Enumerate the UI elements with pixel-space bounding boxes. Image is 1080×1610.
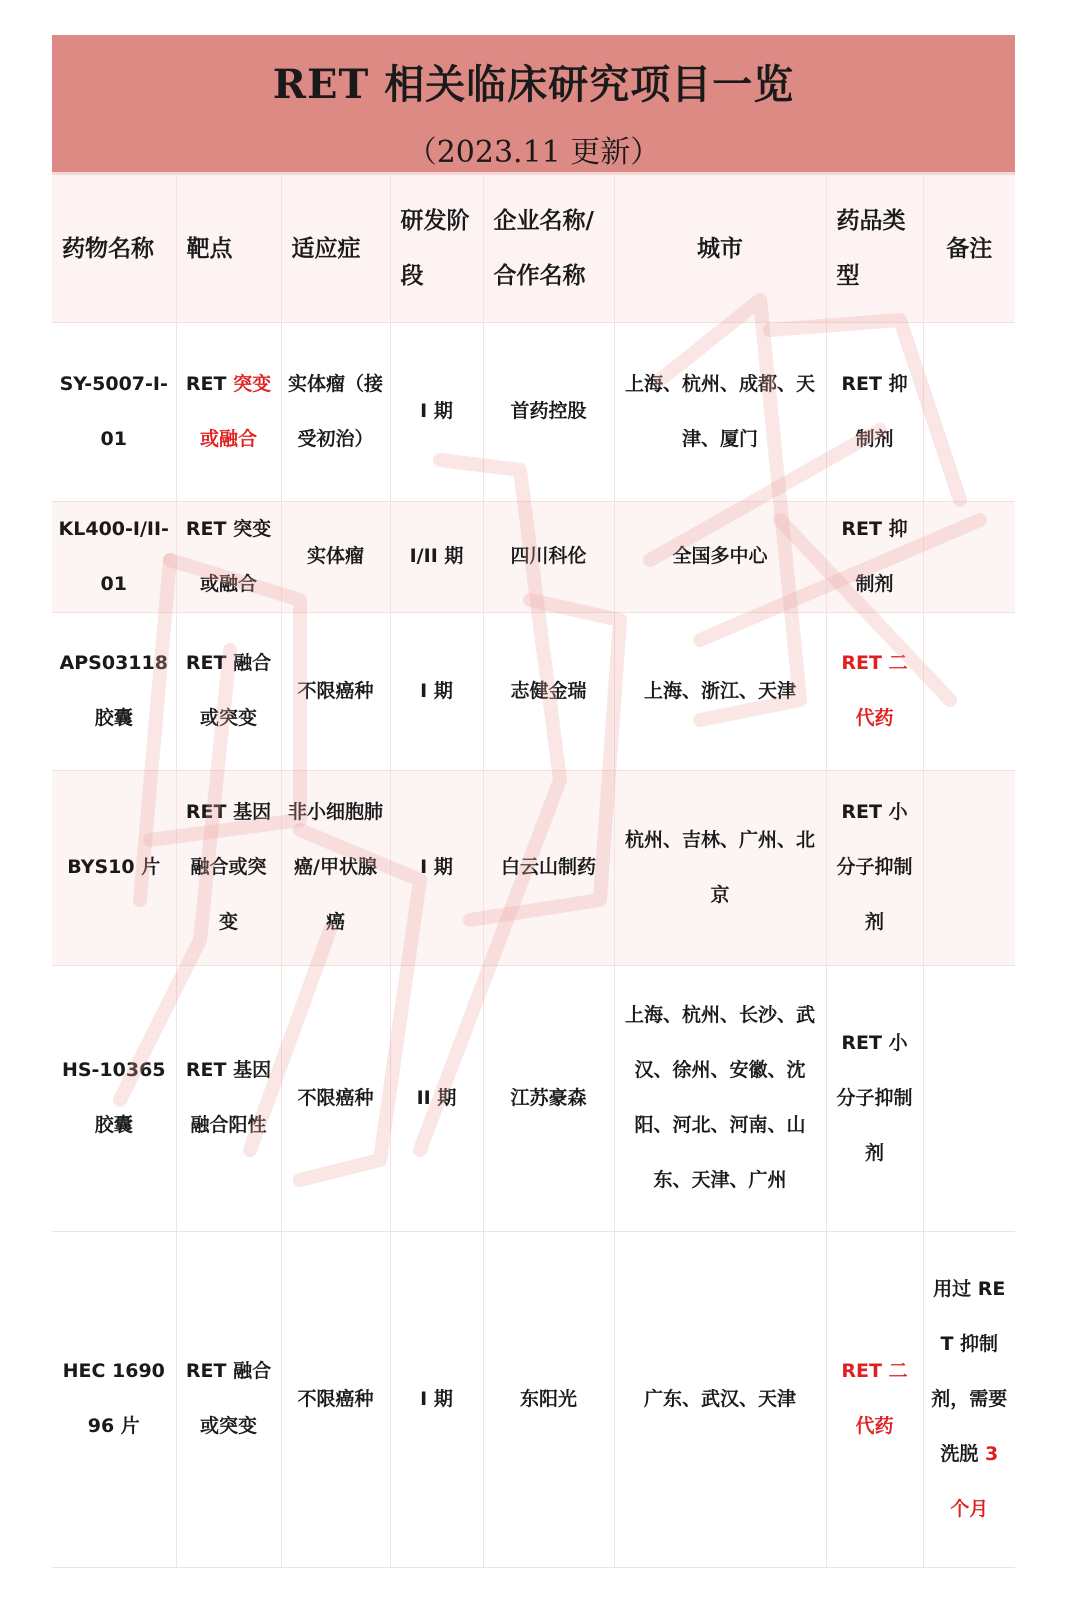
cell-city: 广东、武汉、天津 [614,1231,826,1567]
cell-target: RET 融合或突变 [176,1231,281,1567]
cell-city: 全国多中心 [614,501,826,612]
cell-indication: 实体瘤 [281,501,390,612]
cell-target [176,322,281,501]
col-header-note: 备注 [923,175,1015,322]
cell-phase: I 期 [390,770,483,965]
cell-phase: I 期 [390,1231,483,1567]
table-row [52,1231,1015,1567]
note-text: 用过 RET 抑制剂，需要洗脱 [931,1277,1008,1465]
cell-note [923,322,1015,501]
cell-indication: 不限癌种 [281,965,390,1231]
cell-note [923,1231,1015,1567]
cell-phase: I 期 [390,322,483,501]
cell-target: RET 基因融合阳性 [176,965,281,1231]
cell-phase: II 期 [390,965,483,1231]
page-title: RET 相关临床研究项目一览 [272,61,795,108]
col-header-city: 城市 [614,175,826,322]
table-row [52,965,1015,1231]
col-header-phase: 研发阶段 [390,175,483,322]
cell-drug-type: RET 小分子抑制剂 [826,770,923,965]
cell-drug: HS-10365 胶囊 [52,965,176,1231]
col-header-drug: 药物名称 [52,175,176,322]
cell-target: RET 融合或突变 [176,612,281,770]
cell-company: 江苏豪森 [483,965,614,1231]
cell-phase: I/II 期 [390,501,483,612]
cell-indication: 不限癌种 [281,612,390,770]
cell-target: RET 突变或融合 [176,501,281,612]
cell-city: 上海、杭州、成都、天津、厦门 [614,322,826,501]
cell-drug-type: RET 二代药 [826,1231,923,1567]
cell-indication: 非小细胞肺癌/甲状腺癌 [281,770,390,965]
cell-city: 杭州、吉林、广州、北京 [614,770,826,965]
page-subtitle: （2023.11 更新） [406,135,661,170]
col-header-indication: 适应症 [281,175,390,322]
cell-drug-type: RET 抑制剂 [826,322,923,501]
cell-company: 四川科伦 [483,501,614,612]
cell-drug: APS03118 胶囊 [52,612,176,770]
table-row [52,612,1015,770]
cell-drug-type: RET 小分子抑制剂 [826,965,923,1231]
col-header-company: 企业名称/合作名称 [483,175,614,322]
cell-drug-type: RET 抑制剂 [826,501,923,612]
cell-note [923,965,1015,1231]
clinical-trials-table [52,175,1015,1568]
cell-drug: HEC 169096 片 [52,1231,176,1567]
cell-company: 志健金瑞 [483,612,614,770]
cell-note [923,501,1015,612]
cell-city: 上海、浙江、天津 [614,612,826,770]
cell-drug: BYS10 片 [52,770,176,965]
cell-city: 上海、杭州、长沙、武汉、徐州、安徽、沈阳、河北、河南、山东、天津、广州 [614,965,826,1231]
cell-company: 东阳光 [483,1231,614,1567]
cell-company: 首药控股 [483,322,614,501]
table-row [52,322,1015,501]
target-prefix: RET [185,372,234,395]
table-row [52,770,1015,965]
cell-company: 白云山制药 [483,770,614,965]
cell-indication: 实体瘤（接受初治） [281,322,390,501]
cell-phase: I 期 [390,612,483,770]
col-header-drug-type: 药品类型 [826,175,923,322]
cell-indication: 不限癌种 [281,1231,390,1567]
cell-drug-type: RET 二代药 [826,612,923,770]
target-highlight: 突变或融合 [199,372,272,450]
cell-drug: KL400-I/II-01 [52,501,176,612]
cell-note [923,770,1015,965]
title-banner [52,35,1015,172]
col-header-target: 靶点 [176,175,281,322]
cell-note [923,612,1015,770]
research-table-sheet [52,35,1015,1568]
note-highlight: 3 个月 [950,1442,999,1520]
cell-target: RET 基因融合或突变 [176,770,281,965]
table-header-row [52,175,1015,322]
cell-drug: SY-5007-I-01 [52,322,176,501]
table-row [52,501,1015,612]
